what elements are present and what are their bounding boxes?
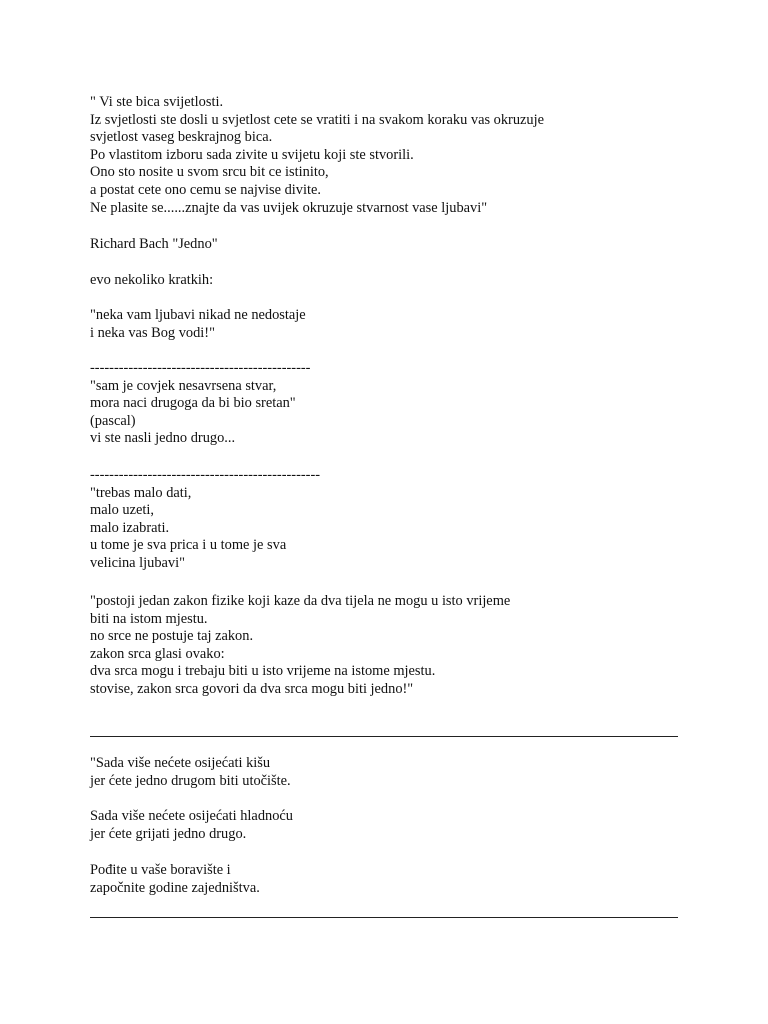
intro-quote-line: Iz svjetlosti ste dosli u svjetlost cete se vratiti i na svakom koraku vas okruzuje xyxy=(90,111,545,128)
intro-quote-line: " Vi ste bica svijetlosti. xyxy=(90,94,224,110)
quote-4-line: no srce ne postuje taj zakon. xyxy=(90,628,254,645)
subheading xyxy=(90,272,690,290)
quote-5-paragraph-2 xyxy=(90,808,690,843)
quote-2 xyxy=(90,360,690,448)
quote-3-line: u tome je sva prica i u tome je sva xyxy=(90,537,287,554)
intro-quote-line: Ono sto nosite u svom srcu bit ce istinito, xyxy=(90,164,329,181)
quote-5-line: započnite godine zajedništva. xyxy=(90,879,260,896)
intro-quote-line: svjetlost vaseg beskrajnog bica. xyxy=(90,129,273,146)
dashed-separator: ------------------------------------------------ xyxy=(90,467,321,483)
quote-5-line: jer ćete jedno drugom biti utočište. xyxy=(90,772,291,789)
quote-4-line: biti na istom mjestu. xyxy=(90,610,208,627)
quote-5-line: "Sada više nećete osijećati kišu xyxy=(90,755,271,771)
quote-5-line: Sada više nećete osijećati hladnoću xyxy=(90,808,293,824)
quote-1 xyxy=(90,307,690,342)
quote-4-line: "postoji jedan zakon fizike koji kaze da dva tijela ne mogu u isto vrijeme xyxy=(90,593,511,609)
quote-1-line: i neka vas Bog vodi!" xyxy=(90,324,215,341)
quote-2-line: vi ste nasli jedno drugo... xyxy=(90,430,236,447)
quote-4-line: stovise, zakon srca govori da dva srca mogu biti jedno!" xyxy=(90,680,414,697)
quote-5-paragraph-1 xyxy=(90,755,690,790)
quote-2-line: mora naci drugoga da bi bio sretan" xyxy=(90,395,296,412)
quote-5-line: Pođite u vaše boravište i xyxy=(90,862,231,878)
intro-quote-line: Po vlastitom izboru sada zivite u svijetu koji ste stvorili. xyxy=(90,146,414,163)
quote-4 xyxy=(90,593,690,699)
quote-4-line: dva srca mogu i trebaju biti u isto vrijeme na istome mjestu. xyxy=(90,663,436,680)
dashed-separator: ---------------------------------------------- xyxy=(90,360,311,376)
quote-3-line: malo izabrati. xyxy=(90,519,170,536)
attribution xyxy=(90,236,690,254)
quote-2-line: (pascal) xyxy=(90,412,136,429)
quote-1-line: "neka vam ljubavi nikad ne nedostaje xyxy=(90,307,306,323)
quote-5-line: jer ćete grijati jedno drugo. xyxy=(90,825,247,842)
intro-quote-line: Ne plasite se......znajte da vas uvijek okruzuje stvarnost vase ljubavi" xyxy=(90,199,488,216)
quote-3-line: velicina ljubavi" xyxy=(90,554,185,571)
quote-4-line: zakon srca glasi ovako: xyxy=(90,645,225,662)
horizontal-rule xyxy=(90,736,678,737)
intro-quote xyxy=(90,94,690,217)
quote-3-line: malo uzeti, xyxy=(90,502,154,519)
intro-quote-line: a postat cete ono cemu se najvise divite. xyxy=(90,181,321,198)
quote-3-line: "trebas malo dati, xyxy=(90,484,192,501)
subheading-text: evo nekoliko kratkih: xyxy=(90,272,214,288)
quote-5-paragraph-3 xyxy=(90,862,690,897)
horizontal-rule xyxy=(90,917,678,918)
quote-2-line: "sam je covjek nesavrsena stvar, xyxy=(90,377,277,394)
quote-3 xyxy=(90,467,690,573)
attribution-text: Richard Bach "Jedno" xyxy=(90,236,218,252)
